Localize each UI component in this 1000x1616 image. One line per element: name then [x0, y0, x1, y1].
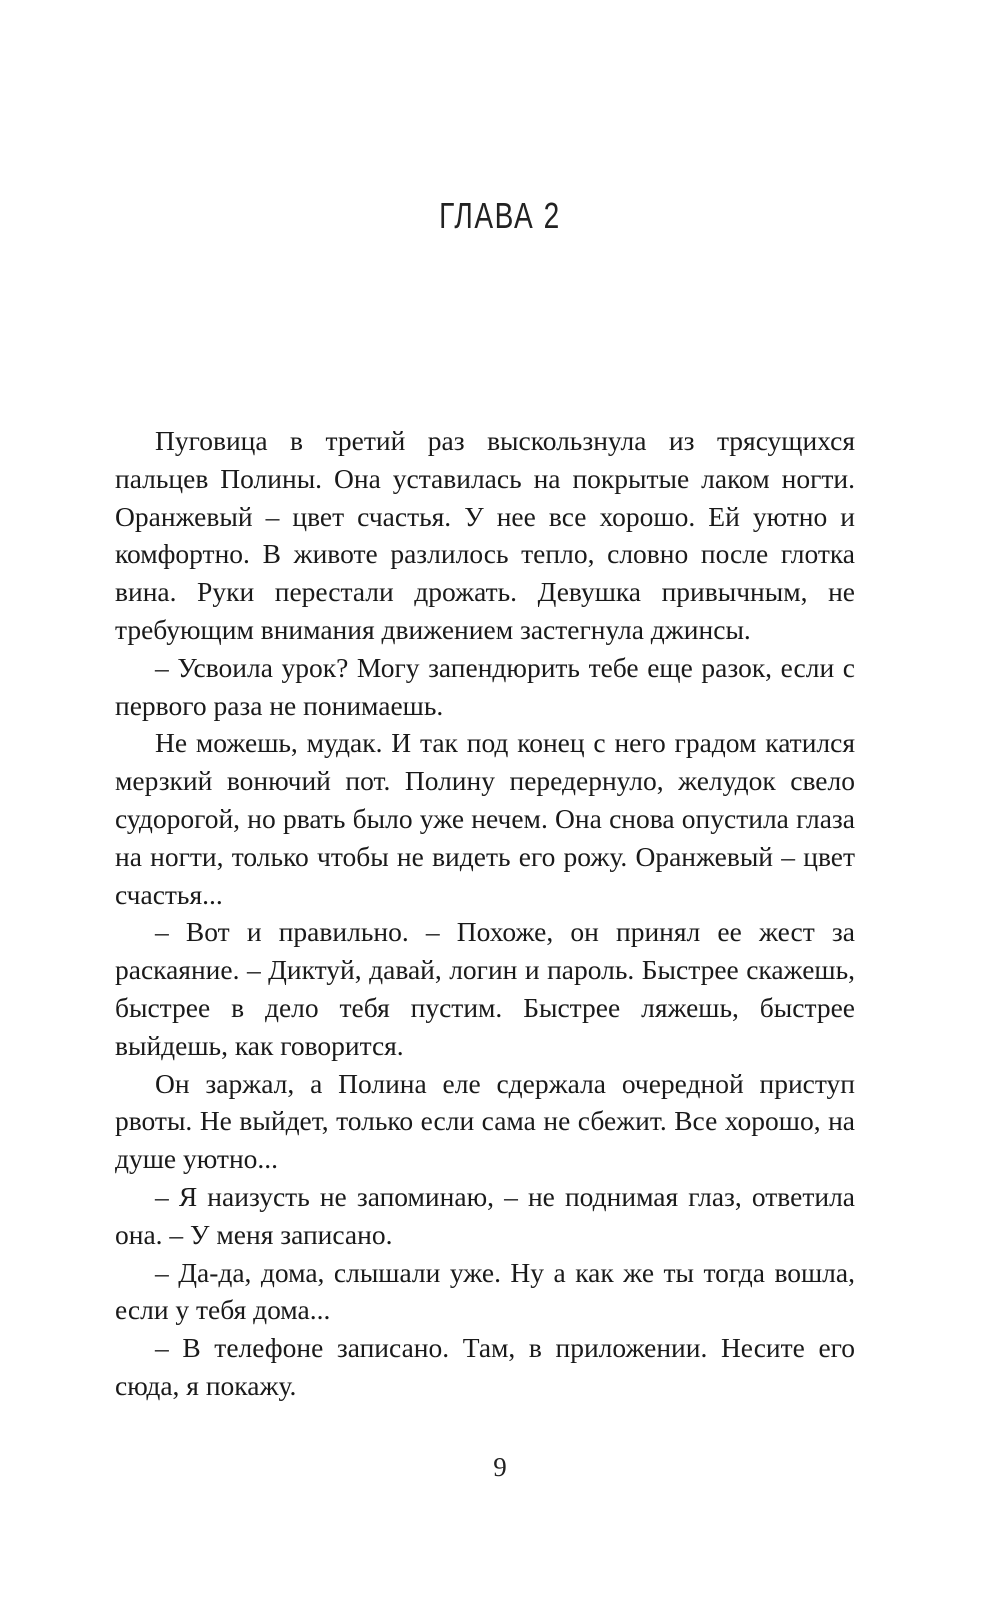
paragraph: – В телефоне записано. Там, в приложении. Несите его сюда, я покажу.	[115, 1332, 855, 1401]
chapter-title: ГЛАВА 2	[439, 195, 561, 236]
paragraph: – Я наизусть не запоминаю, – не поднимая глаз, ответила она. – У меня записано.	[115, 1180, 855, 1250]
paragraph: – Вот и правильно. – Похоже, он принял ее жест за раскаяние. – Диктуй, давай, логин и пароль. Быстрее скажешь, быстрее в дело тебя пустим. Быстрее ляжешь, быстрее выйдешь, как говорится.	[115, 916, 855, 1061]
body-text	[115, 422, 855, 1405]
paragraph: Не можешь, мудак. И так под конец с него градом катился мерзкий вонючий пот. Полину передернуло, желудок свело судорогой, но рвать было уже нечем. Она снова опустила глаза на ногти, только чтобы не видеть его рожу. Оранжевый – цвет счастья...	[115, 727, 855, 910]
page-number: 9	[493, 1452, 507, 1482]
paragraph: – Да-да, дома, слышали уже. Ну а как же ты тогда вошла, если у тебя дома...	[115, 1256, 855, 1326]
paragraph: Он заржал, а Полина еле сдержала очередной приступ рвоты. Не выйдет, только если сама не сбежит. Все хорошо, на душе уютно...	[115, 1067, 855, 1175]
paragraph: – Усвоила урок? Могу запендюрить тебе еще разок, если с первого раза не понимаешь.	[115, 651, 855, 721]
paragraph: Пуговица в третий раз выскользнула из трясущихся пальцев Полины. Она уставилась на покрытые лаком ногти. Оранжевый – цвет счастья. У нее все хорошо. Ей уютно и комфортно. В животе разлилось тепло, словно после глотка вина. Руки перестали дрожать. Девушка привычным, не требующим внимания движением застегнула джинсы.	[115, 425, 855, 645]
